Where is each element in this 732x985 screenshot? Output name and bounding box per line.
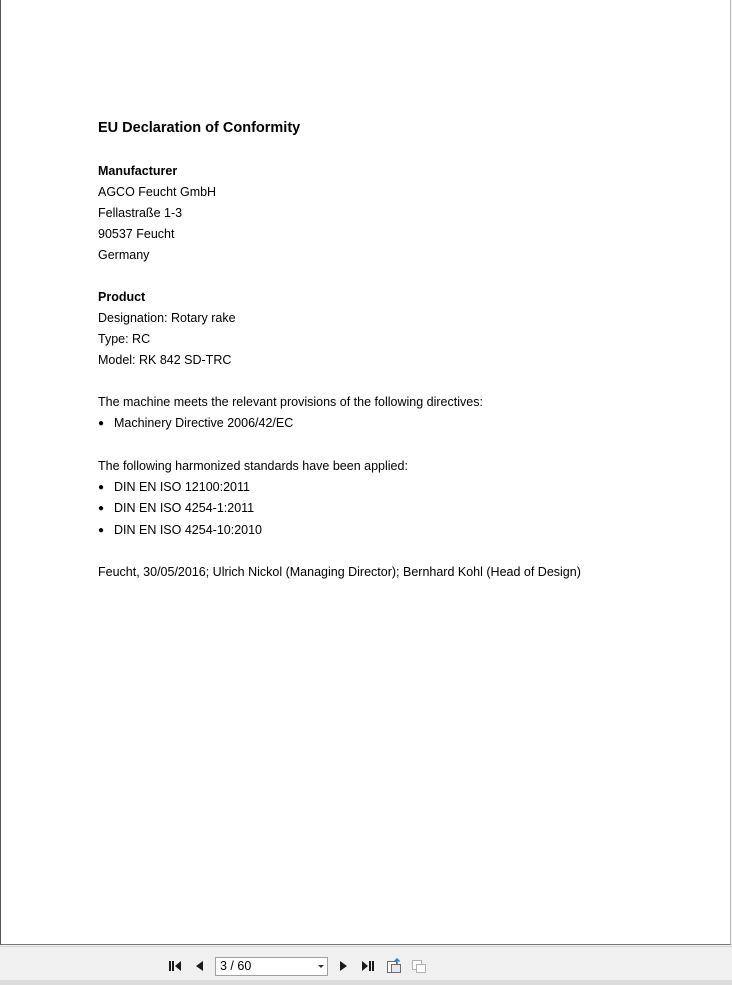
manufacturer-line: AGCO Feucht GmbH: [98, 185, 217, 199]
standard-item: DIN EN ISO 12100:2011: [114, 479, 250, 494]
extract-page-icon[interactable]: [386, 958, 402, 974]
list-item: [98, 413, 698, 435]
bullet-icon: ●: [98, 524, 105, 536]
navigation-toolbar: [0, 946, 732, 981]
manufacturer-line: Fellastraße 1-3: [98, 206, 183, 220]
manufacturer-heading: Manufacturer: [98, 164, 178, 178]
page-select[interactable]: [215, 957, 328, 976]
signature-line: Feucht, 30/05/2016; Ulrich Nickol (Managing Director); Bernhard Kohl (Head of Design): [98, 565, 581, 579]
last-page-icon[interactable]: [360, 958, 376, 974]
page-indicator: 3 / 60: [220, 959, 252, 973]
document-content: [98, 119, 698, 583]
page-view-icon[interactable]: [411, 958, 427, 974]
bullet-icon: ●: [98, 503, 105, 514]
previous-page-icon[interactable]: [192, 958, 208, 974]
first-page-icon[interactable]: [167, 958, 183, 974]
next-page-icon[interactable]: [335, 958, 351, 974]
manufacturer-line: 90537 Feucht: [98, 227, 175, 241]
chevron-down-icon: [318, 965, 324, 968]
bullet-icon: ●: [98, 481, 105, 493]
status-strip: [0, 980, 732, 985]
bullet-icon: ●: [98, 418, 105, 429]
product-line: Type: RC: [98, 332, 151, 346]
standards-intro: The following harmonized standards have been applied:: [98, 458, 408, 473]
page-title: EU Declaration of Conformity: [98, 120, 301, 136]
list-item: [98, 498, 698, 520]
standard-item: DIN EN ISO 4254-10:2010: [114, 522, 262, 537]
product-line: Model: RK 842 SD-TRC: [98, 353, 232, 367]
list-item: [98, 477, 698, 499]
standard-item: DIN EN ISO 4254-1:2011: [114, 501, 255, 515]
list-item: [98, 520, 698, 542]
manufacturer-line: Germany: [98, 248, 150, 262]
product-heading: Product: [98, 290, 146, 304]
product-line: Designation: Rotary rake: [98, 311, 236, 325]
directive-item: Machinery Directive 2006/42/EC: [114, 416, 294, 430]
directives-intro: The machine meets the relevant provisions of the following directives:: [98, 395, 483, 409]
